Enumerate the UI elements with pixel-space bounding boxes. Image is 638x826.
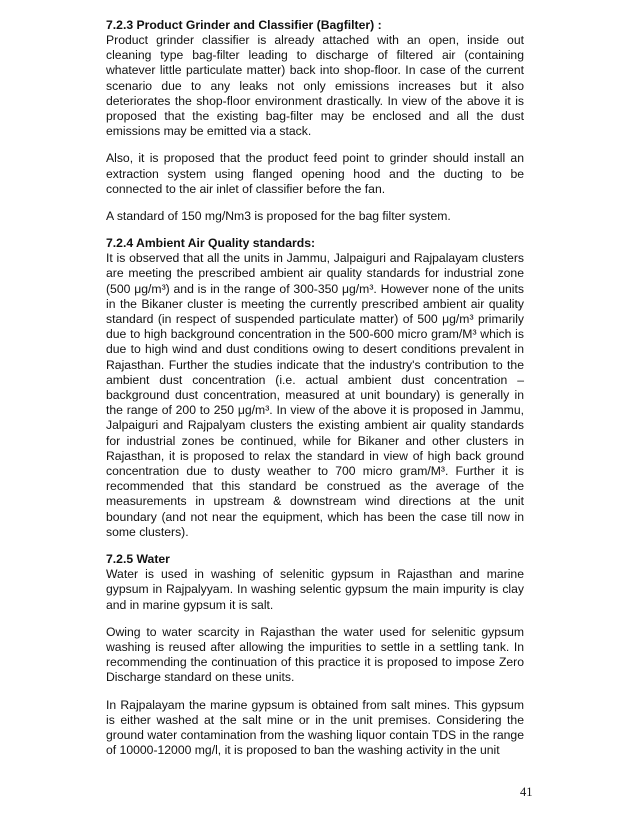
section-7-2-5	[106, 552, 524, 758]
paragraph: Also, it is proposed that the product feed point to grinder should install an extraction system using flanged opening hood and the ducting to be connected to the air inlet of classifier before the fan.	[106, 151, 524, 196]
section-7-2-3	[106, 18, 524, 224]
document-page	[106, 18, 524, 768]
paragraph: Water is used in washing of selenitic gypsum in Rajasthan and marine gypsum in Rajpalyyam. In washing selentic gypsum the main impurity is clay and in marine gypsum it is salt.	[106, 567, 524, 612]
page-number: 41	[520, 785, 533, 799]
section-heading: 7.2.3 Product Grinder and Classifier (Bagfilter) :	[106, 18, 382, 32]
paragraph: A standard of 150 mg/Nm3 is proposed for the bag filter system.	[106, 209, 451, 224]
section-7-2-4	[106, 236, 524, 540]
paragraph: Product grinder classifier is already attached with an open, inside out cleaning type bag-filter leading to discharge of filtered air (containing whatever little particulate matter) back into shop-floor. In case of the current scenario due to any leaks not only emissions increases but it also deteriorates the shop-floor environment drastically. In view of the above it is proposed that the existing bag-filter may be enclosed and all the dust emissions may be emitted via a stack.	[106, 33, 524, 139]
paragraph: In Rajpalayam the marine gypsum is obtained from salt mines. This gypsum is either washed at the salt mine or in the unit premises. Considering the ground water contamination from the washing liquor contain TDS in the range of 10000-12000 mg/l, it is proposed to ban the washing activity in the unit	[106, 697, 524, 758]
paragraph: It is observed that all the units in Jammu, Jalpaiguri and Rajpalayam clusters are meeting the prescribed ambient air quality standards for industrial zone (500 μg/m³) and is in the range of 300-350 μg/m³. However none of the units in the Bikaner cluster is meeting the currently prescribed ambient air quality standard (in respect of suspended particulate matter) of 500 μg/m³ primarily due to high background concentration in the 500-600 micro gram/M³ which is due to high wind and dust conditions owing to desert conditions prevalent in Rajasthan. Further the studies indicate that the industry's contribution to the ambient dust concentration (i.e. actual ambient dust concentration – background dust concentration, measured at unit boundary) is generally in the range of 200 to 250 μg/m³. In view of the above it is proposed in Jammu, Jalpaiguri and Rajpalyam clusters the existing ambient air quality standards for industrial zones be continued, while for Bikaner and other clusters in Rajasthan, it is proposed to relax the standard in view of high back ground concentration due to dusty weather to 700 micro gram/M³. Further it is recommended that this standard be construed as the average of the measurements in upstream & downstream wind directions at the unit boundary (and not near the equipment, which has been the case till now in some clusters).	[106, 251, 524, 539]
paragraph: Owing to water scarcity in Rajasthan the water used for selenitic gypsum washing is reused after allowing the impurities to settle in a settling tank. In recommending the continuation of this practice it is proposed to impose Zero Discharge standard on these units.	[106, 624, 524, 685]
section-heading: 7.2.4 Ambient Air Quality standards:	[106, 236, 316, 251]
section-heading: 7.2.5 Water	[106, 552, 170, 567]
